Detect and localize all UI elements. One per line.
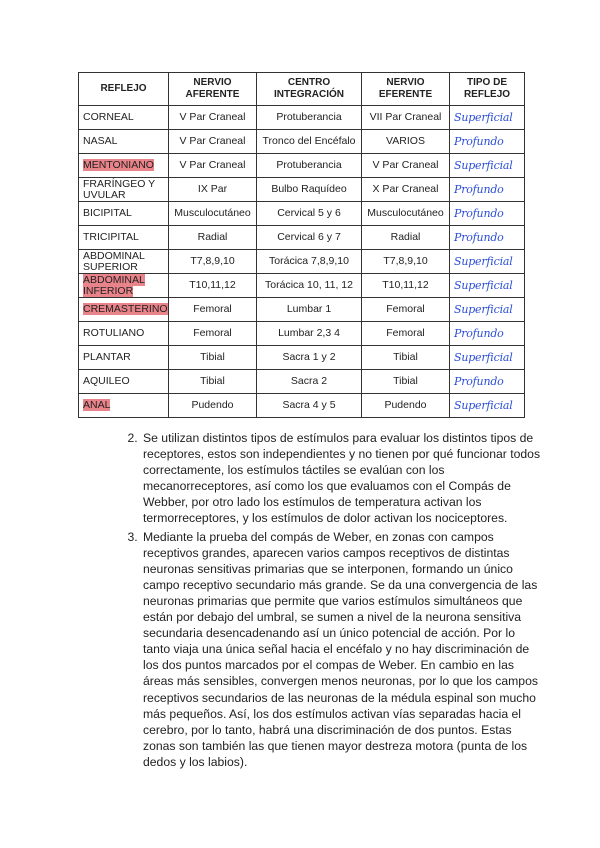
table-row — [79, 178, 525, 202]
tipo-reflejo-cell: Profundo — [450, 322, 525, 346]
table-row — [79, 298, 525, 322]
centro-integracion-cell: Cervical 6 y 7 — [257, 226, 362, 250]
table-row — [79, 154, 525, 178]
nervio-aferente-cell: Pudendo — [169, 394, 257, 418]
table-row — [79, 130, 525, 154]
header-row — [79, 73, 525, 106]
reflejo-label: ABDOMINAL SUPERIOR — [83, 249, 145, 273]
nervio-eferente-cell: T7,8,9,10 — [362, 250, 450, 274]
nervio-aferente-cell: Tibial — [169, 346, 257, 370]
tipo-reflejo-cell: Profundo — [450, 130, 525, 154]
tipo-reflejo-cell: Profundo — [450, 178, 525, 202]
reflejo-cell — [79, 178, 169, 202]
reflejo-cell — [79, 226, 169, 250]
tipo-reflejo-cell: Superficial — [450, 250, 525, 274]
reflejo-cell — [79, 298, 169, 322]
reflejo-label: FRARÍNGEO Y UVULAR — [83, 177, 155, 201]
reflex-table — [78, 72, 525, 418]
tipo-reflejo-cell: Superficial — [450, 154, 525, 178]
nervio-eferente-cell: Femoral — [362, 298, 450, 322]
tipo-reflejo-cell: Superficial — [450, 298, 525, 322]
nervio-aferente-cell: T10,11,12 — [169, 274, 257, 298]
reflejo-cell — [79, 274, 169, 298]
header-reflejo: REFLEJO — [79, 73, 169, 106]
reflejo-cell — [79, 106, 169, 130]
table-row — [79, 322, 525, 346]
nervio-aferente-cell: Tibial — [169, 370, 257, 394]
nervio-eferente-cell: VII Par Craneal — [362, 106, 450, 130]
nervio-aferente-cell: Musculocutáneo — [169, 202, 257, 226]
table-row — [79, 106, 525, 130]
nervio-eferente-cell: T10,11,12 — [362, 274, 450, 298]
centro-integracion-cell: Lumbar 1 — [257, 298, 362, 322]
tipo-reflejo-cell: Superficial — [450, 346, 525, 370]
centro-integracion-cell: Sacra 1 y 2 — [257, 346, 362, 370]
centro-integracion-cell: Protuberancia — [257, 106, 362, 130]
reflex-table-body — [79, 106, 525, 418]
reflex-table-header — [79, 73, 525, 106]
centro-integracion-cell: Bulbo Raquídeo — [257, 178, 362, 202]
nervio-eferente-cell: Tibial — [362, 370, 450, 394]
reflejo-label: ANAL — [83, 399, 111, 411]
reflejo-label: AQUILEO — [83, 375, 130, 387]
nervio-aferente-cell: V Par Craneal — [169, 130, 257, 154]
centro-integracion-cell: Torácica 7,8,9,10 — [257, 250, 362, 274]
reflejo-cell — [79, 130, 169, 154]
nervio-aferente-cell: V Par Craneal — [169, 106, 257, 130]
answer-list — [117, 430, 541, 772]
reflejo-label: PLANTAR — [83, 351, 131, 363]
nervio-aferente-cell: V Par Craneal — [169, 154, 257, 178]
nervio-aferente-cell: Femoral — [169, 322, 257, 346]
reflejo-label: NASAL — [83, 135, 118, 147]
tipo-reflejo-cell: Superficial — [450, 106, 525, 130]
table-row — [79, 274, 525, 298]
centro-integracion-cell: Torácica 10, 11, 12 — [257, 274, 362, 298]
table-row — [79, 202, 525, 226]
nervio-eferente-cell: V Par Craneal — [362, 154, 450, 178]
centro-integracion-cell: Protuberancia — [257, 154, 362, 178]
answer-item: 3. Mediante la prueba del compás de Weber, en zonas con campos receptivos grandes, aparecen varios campos receptivos de distintas neuronas sensitivas primarias que se interponen, formando un único campo receptivo secundario más grande. Se da una convergencia de las neuronas primarias que permite que varios estímulos simultáneos que están por debajo del umbral, se sumen a nivel de la neurona sensitiva secundaria desencadenando así un único potencial de acción. Por lo tanto viaja una única señal hacia el encéfalo y no hay discriminación de los dos puntos marcados por el compas de Weber. En cambio en las áreas más sensibles, convergen menos neuronas, por lo que los campos receptivos secundarios de las neuronas de la médula espinal son mucho más pequeños. Así, los dos estímulos activan vías separadas hacia el cerebro, por lo tanto, habrá una discriminación de dos puntos. Estas zonas son también las que tienen mayor destreza motora (punta de los dedos y los labios). — [141, 529, 541, 770]
reflejo-label: BICIPITAL — [83, 207, 132, 219]
reflejo-label: TRICIPITAL — [83, 231, 139, 243]
centro-integracion-cell: Sacra 2 — [257, 370, 362, 394]
table-row — [79, 226, 525, 250]
nervio-eferente-cell: Tibial — [362, 346, 450, 370]
header-nervio-eferente: NERVIO EFERENTE — [362, 73, 450, 106]
header-centro-integracion: CENTRO INTEGRACIÓN — [257, 73, 362, 106]
answer-item: 2. Se utilizan distintos tipos de estímulos para evaluar los distintos tipos de receptores, estos son independientes y no tienen por qué funcionar todos correctamente, los estímulos táctiles se evalúan con los mecanorreceptores, así como los que evaluamos con el Compás de Webber, por otro lado los estímulos de temperatura activan los termorreceptores, y los estímulos de dolor activan los nociceptores. — [141, 430, 541, 527]
header-nervio-aferente: NERVIO AFERENTE — [169, 73, 257, 106]
reflejo-cell — [79, 250, 169, 274]
reflejo-cell — [79, 346, 169, 370]
tipo-reflejo-cell: Profundo — [450, 202, 525, 226]
tipo-reflejo-cell: Profundo — [450, 226, 525, 250]
reflejo-label: CREMASTERINO — [83, 303, 168, 315]
reflejo-label: ABDOMINAL INFERIOR — [83, 273, 145, 297]
nervio-eferente-cell: Pudendo — [362, 394, 450, 418]
reflejo-label: CORNEAL — [83, 111, 134, 123]
table-row — [79, 346, 525, 370]
centro-integracion-cell: Tronco del Encéfalo — [257, 130, 362, 154]
centro-integracion-cell: Cervical 5 y 6 — [257, 202, 362, 226]
tipo-reflejo-cell: Superficial — [450, 274, 525, 298]
reflejo-cell — [79, 202, 169, 226]
reflejo-cell — [79, 154, 169, 178]
table-row — [79, 394, 525, 418]
reflejo-cell — [79, 394, 169, 418]
nervio-eferente-cell: Musculocutáneo — [362, 202, 450, 226]
tipo-reflejo-cell: Superficial — [450, 394, 525, 418]
nervio-aferente-cell: T7,8,9,10 — [169, 250, 257, 274]
reflejo-cell — [79, 322, 169, 346]
nervio-eferente-cell: Radial — [362, 226, 450, 250]
tipo-reflejo-cell: Profundo — [450, 370, 525, 394]
reflejo-label: MENTONIANO — [83, 159, 154, 171]
nervio-eferente-cell: X Par Craneal — [362, 178, 450, 202]
reflejo-label: ROTULIANO — [83, 327, 145, 339]
nervio-aferente-cell: Radial — [169, 226, 257, 250]
table-row — [79, 250, 525, 274]
nervio-aferente-cell: IX Par — [169, 178, 257, 202]
nervio-aferente-cell: Femoral — [169, 298, 257, 322]
centro-integracion-cell: Lumbar 2,3 4 — [257, 322, 362, 346]
reflejo-cell — [79, 370, 169, 394]
header-tipo-reflejo: TIPO DE REFLEJO — [450, 73, 525, 106]
centro-integracion-cell: Sacra 4 y 5 — [257, 394, 362, 418]
table-row — [79, 370, 525, 394]
nervio-eferente-cell: VARIOS — [362, 130, 450, 154]
nervio-eferente-cell: Femoral — [362, 322, 450, 346]
